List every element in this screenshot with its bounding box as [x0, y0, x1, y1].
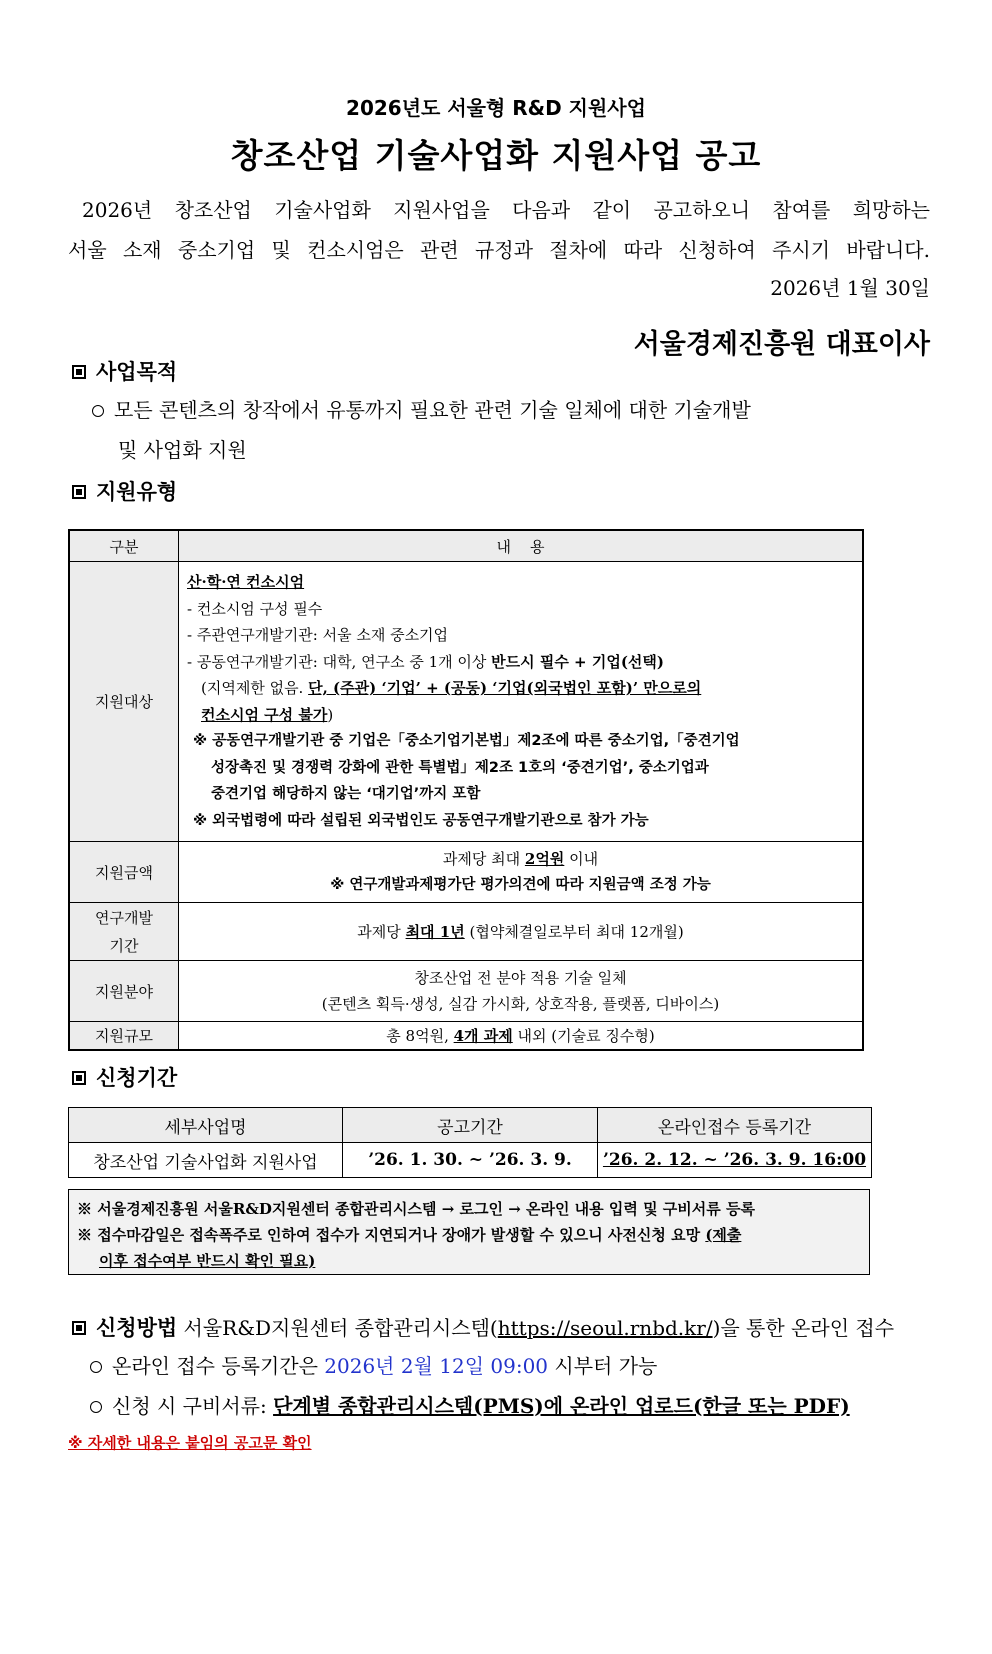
- target-line-4: (지역제한 없음. 단, (주관) ‘기업’ + (공동) ‘기업(외국법인 포함)’ 만으로의: [201, 679, 702, 697]
- target-line-2: - 주관연구개발기관: 서울 소재 중소기업: [187, 626, 449, 644]
- row-label-scale: 지원규모: [69, 1022, 179, 1050]
- row-label-target: 지원대상: [69, 562, 179, 842]
- section-support-type-heading: 지원유형: [72, 476, 177, 506]
- col-header-category: 구분: [69, 530, 179, 562]
- amount-line-1: 과제당 최대 2억원 이내: [442, 850, 599, 868]
- square-bullet-icon: [72, 1321, 86, 1335]
- method-url-link[interactable]: https://seoul.rnbd.kr/: [497, 1316, 713, 1340]
- section-method-heading: 신청방법: [96, 1316, 178, 1340]
- table-row-amount: [69, 842, 863, 903]
- circle-bullet-icon: [92, 405, 104, 417]
- purpose-line-2: 및 사업화 지원: [118, 438, 247, 462]
- field-line-2: (콘텐츠 획득·생성, 실감 가시화, 상호작용, 플랫폼, 디바이스): [321, 995, 720, 1013]
- table-row: [69, 1143, 872, 1178]
- target-line-3: - 공동연구개발기관: 대학, 연구소 중 1개 이상 반드시 필수 + 기업(선택): [187, 652, 664, 671]
- square-bullet-icon: [72, 1071, 86, 1085]
- row-label-period: 연구개발 기간: [69, 903, 179, 961]
- online-period: ’26. 2. 12. ~ ’26. 3. 9. 16:00: [598, 1143, 872, 1178]
- method-text-b: )을 통한 온라인 접수: [712, 1316, 895, 1340]
- table-row-target: [69, 562, 863, 842]
- target-note-2: ※ 외국법령에 따라 설립된 외국법인도 공동연구개발기관으로 참가 가능: [193, 812, 649, 829]
- section-application-period-heading: 신청기간: [72, 1062, 177, 1092]
- issuing-organization: 서울경제진흥원 대표이사: [633, 329, 930, 360]
- method-bullet-1: 온라인 접수 등록기간은 2026년 2월 12일 09:00 시부터 가능: [90, 1346, 657, 1386]
- table-row-period: [69, 903, 863, 961]
- target-note-1c: 중견기업 해당하지 않는 ‘대기업’까지 포함: [211, 786, 481, 802]
- row-label-field: 지원분야: [69, 961, 179, 1022]
- note-line-3: 이후 접수여부 반드시 확인 필요): [99, 1252, 316, 1270]
- target-note-1a: ※ 공동연구개발기관 중 기업은「중소기업기본법」제2조에 따른 중소기업,「중견기업: [193, 733, 740, 749]
- table-row-scale: [69, 1022, 863, 1050]
- section-method: [72, 1312, 894, 1342]
- target-line-5: 컨소시엄 구성 불가): [201, 705, 334, 724]
- target-note-1b: 성장촉진 및 경쟁력 강화에 관한 특별법」제2조 1호의 ‘중견기업’, 중소기업과: [211, 759, 709, 776]
- announcement-date: 2026년 1월 30일: [770, 276, 930, 300]
- intro-line-2: 서울 소재 중소기업 및 컨소시엄은 관련 규정과 절차에 따라 신청하여 주시기 바랍니다.: [68, 238, 930, 262]
- scale-content: 총 8억원, 4개 과제 내외 (기술료 징수형): [179, 1022, 864, 1050]
- col-header-notice-period: 공고기간: [343, 1108, 598, 1143]
- col-header-program: 세부사업명: [69, 1108, 343, 1143]
- table-header-row: [69, 530, 863, 562]
- table-row-field: [69, 961, 863, 1022]
- col-header-online-period: 온라인접수 등록기간: [598, 1108, 872, 1143]
- program-name: 창조산업 기술사업화 지원사업: [69, 1143, 343, 1178]
- announcement-title: 창조산업 기술사업화 지원사업 공고: [230, 136, 762, 175]
- method-text-a: 서울R&D지원센터 종합관리시스템(: [183, 1316, 498, 1340]
- notice-period: ’26. 1. 30. ~ ’26. 3. 9.: [343, 1143, 598, 1178]
- period-content: 과제당 최대 1년 (협약체결일로부터 최대 12개월): [179, 903, 864, 961]
- field-content: [179, 961, 864, 1022]
- application-period-table: [68, 1107, 872, 1178]
- support-type-table: [68, 529, 864, 1051]
- amount-content: [179, 842, 864, 903]
- announcement-subtitle: 2026년도 서울형 R&D 지원사업: [346, 96, 646, 120]
- note-line-2: ※ 접수마감일은 접속폭주로 인하여 접수가 지연되거나 장애가 발생할 수 있으니 사전신청 요망 (제출: [77, 1226, 742, 1244]
- row-label-amount: 지원금액: [69, 842, 179, 903]
- target-line-1: - 컨소시엄 구성 필수: [187, 599, 323, 618]
- consortium-title: 산·학·연 컨소시엄: [187, 573, 305, 591]
- purpose-line-1: 모든 콘텐츠의 창작에서 유통까지 필요한 관련 기술 일체에 대한 기술개발: [92, 390, 751, 430]
- amount-line-2: ※ 연구개발과제평가단 평가의견에 따라 지원금액 조정 가능: [330, 877, 711, 893]
- method-bullet-2: 신청 시 구비서류: 단계별 종합관리시스템(PMS)에 온라인 업로드(한글 또는 PDF): [90, 1386, 850, 1426]
- circle-bullet-icon: [90, 1401, 102, 1413]
- field-line-1: 창조산업 전 분야 적용 기술 일체: [414, 969, 627, 987]
- circle-bullet-icon: [90, 1361, 102, 1373]
- square-bullet-icon: [72, 485, 86, 499]
- intro-line-1: 2026년 창조산업 기술사업화 지원사업을 다음과 같이 공고하오니 참여를 희망하는: [82, 198, 930, 222]
- note-line-1: ※ 서울경제진흥원 서울R&D지원센터 종합관리시스템 → 로그인 → 온라인 내용 입력 및 구비서류 등록: [77, 1200, 755, 1218]
- col-header-content: 내 용: [179, 530, 864, 562]
- application-note-box: [68, 1189, 870, 1275]
- footnote: ※ 자세한 내용은 붙임의 공고문 확인: [68, 1434, 312, 1452]
- square-bullet-icon: [72, 365, 86, 379]
- target-content: [179, 562, 864, 842]
- section-purpose-heading: 사업목적: [72, 356, 177, 386]
- table-header-row: [69, 1108, 872, 1143]
